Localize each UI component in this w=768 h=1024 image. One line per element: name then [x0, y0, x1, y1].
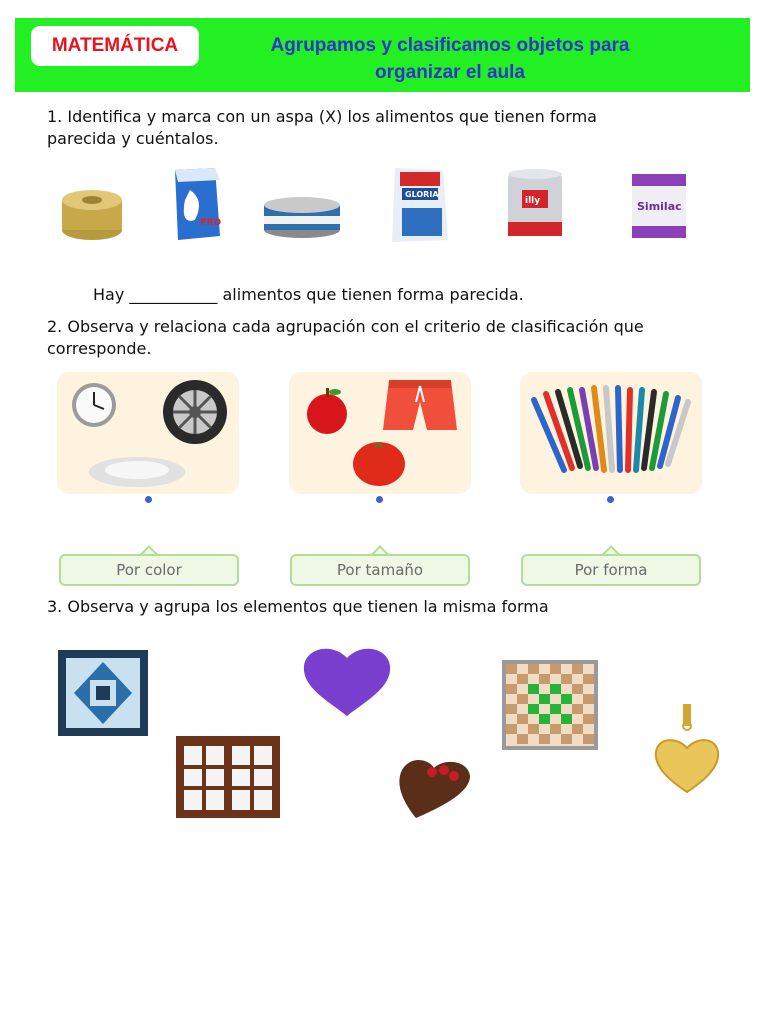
similac-brand-text: Similac — [637, 200, 682, 213]
answer-suffix: alimentos que tienen forma parecida. — [222, 285, 524, 304]
criterion-size[interactable]: Por tamaño — [290, 554, 470, 586]
question-2-line-1: 2. Observa y relaciona cada agrupación con el criterio de clasificación que — [47, 317, 644, 336]
chessboard-image[interactable] — [502, 660, 598, 750]
heart-pendant-image[interactable] — [656, 704, 718, 792]
match-dot-panel-3[interactable] — [607, 496, 614, 503]
pens-image — [520, 372, 702, 494]
wheel-image — [163, 380, 227, 444]
coffee-tin-image[interactable] — [508, 169, 562, 236]
question-2-line-2: corresponde. — [47, 339, 152, 358]
similac-can-image[interactable] — [632, 174, 686, 238]
match-dot-panel-1[interactable] — [145, 496, 152, 503]
shorts-image — [383, 380, 457, 430]
quilt-square-image[interactable] — [58, 650, 148, 736]
subject-badge: MATEMÁTICA — [31, 26, 199, 66]
question-1-line-2: parecida y cuéntalos. — [47, 129, 219, 148]
question-1-answer — [93, 284, 743, 306]
question-1 — [47, 106, 747, 150]
food-items-row — [40, 160, 740, 250]
milk-brand-text: PRO — [200, 218, 222, 228]
gloria-brand-text: GLORIA — [405, 190, 439, 199]
page-title — [230, 32, 670, 86]
group-1-illustration — [57, 372, 239, 494]
group-2-illustration — [289, 372, 471, 494]
answer-prefix: Hay — [93, 285, 125, 304]
answer-blank[interactable]: ___________ — [129, 285, 218, 304]
gloria-bag-image[interactable] — [392, 168, 448, 242]
group-panel-2[interactable] — [289, 372, 471, 494]
group-panel-3[interactable] — [520, 372, 702, 494]
title-line-2: organizar el aula — [375, 62, 525, 83]
tuna-can-flat-image[interactable] — [264, 197, 340, 238]
heart-pillow-image[interactable] — [304, 649, 390, 716]
window-image[interactable] — [176, 736, 280, 818]
clock-image — [72, 383, 116, 427]
criterion-shape[interactable]: Por forma — [521, 554, 701, 586]
title-line-1: Agrupamos y clasificamos objetos para — [270, 35, 630, 56]
milk-carton-image[interactable] — [175, 168, 222, 240]
question-2 — [47, 316, 747, 360]
tuna-can-small-image[interactable] — [62, 190, 122, 240]
coffee-brand-text: illy — [525, 196, 541, 206]
question-1-line-1: 1. Identifica y marca con un aspa (X) los alimentos que tienen forma — [47, 107, 597, 126]
heart-cake-image[interactable] — [399, 760, 470, 818]
shapes-area — [50, 636, 750, 836]
apple-image — [307, 388, 347, 434]
question-3: 3. Observa y agrupa los elementos que tienen la misma forma — [47, 597, 549, 616]
tomato-image — [353, 442, 405, 486]
match-dot-panel-2[interactable] — [376, 496, 383, 503]
plate-image — [89, 457, 185, 487]
criterion-color[interactable]: Por color — [59, 554, 239, 586]
group-panel-1[interactable] — [57, 372, 239, 494]
